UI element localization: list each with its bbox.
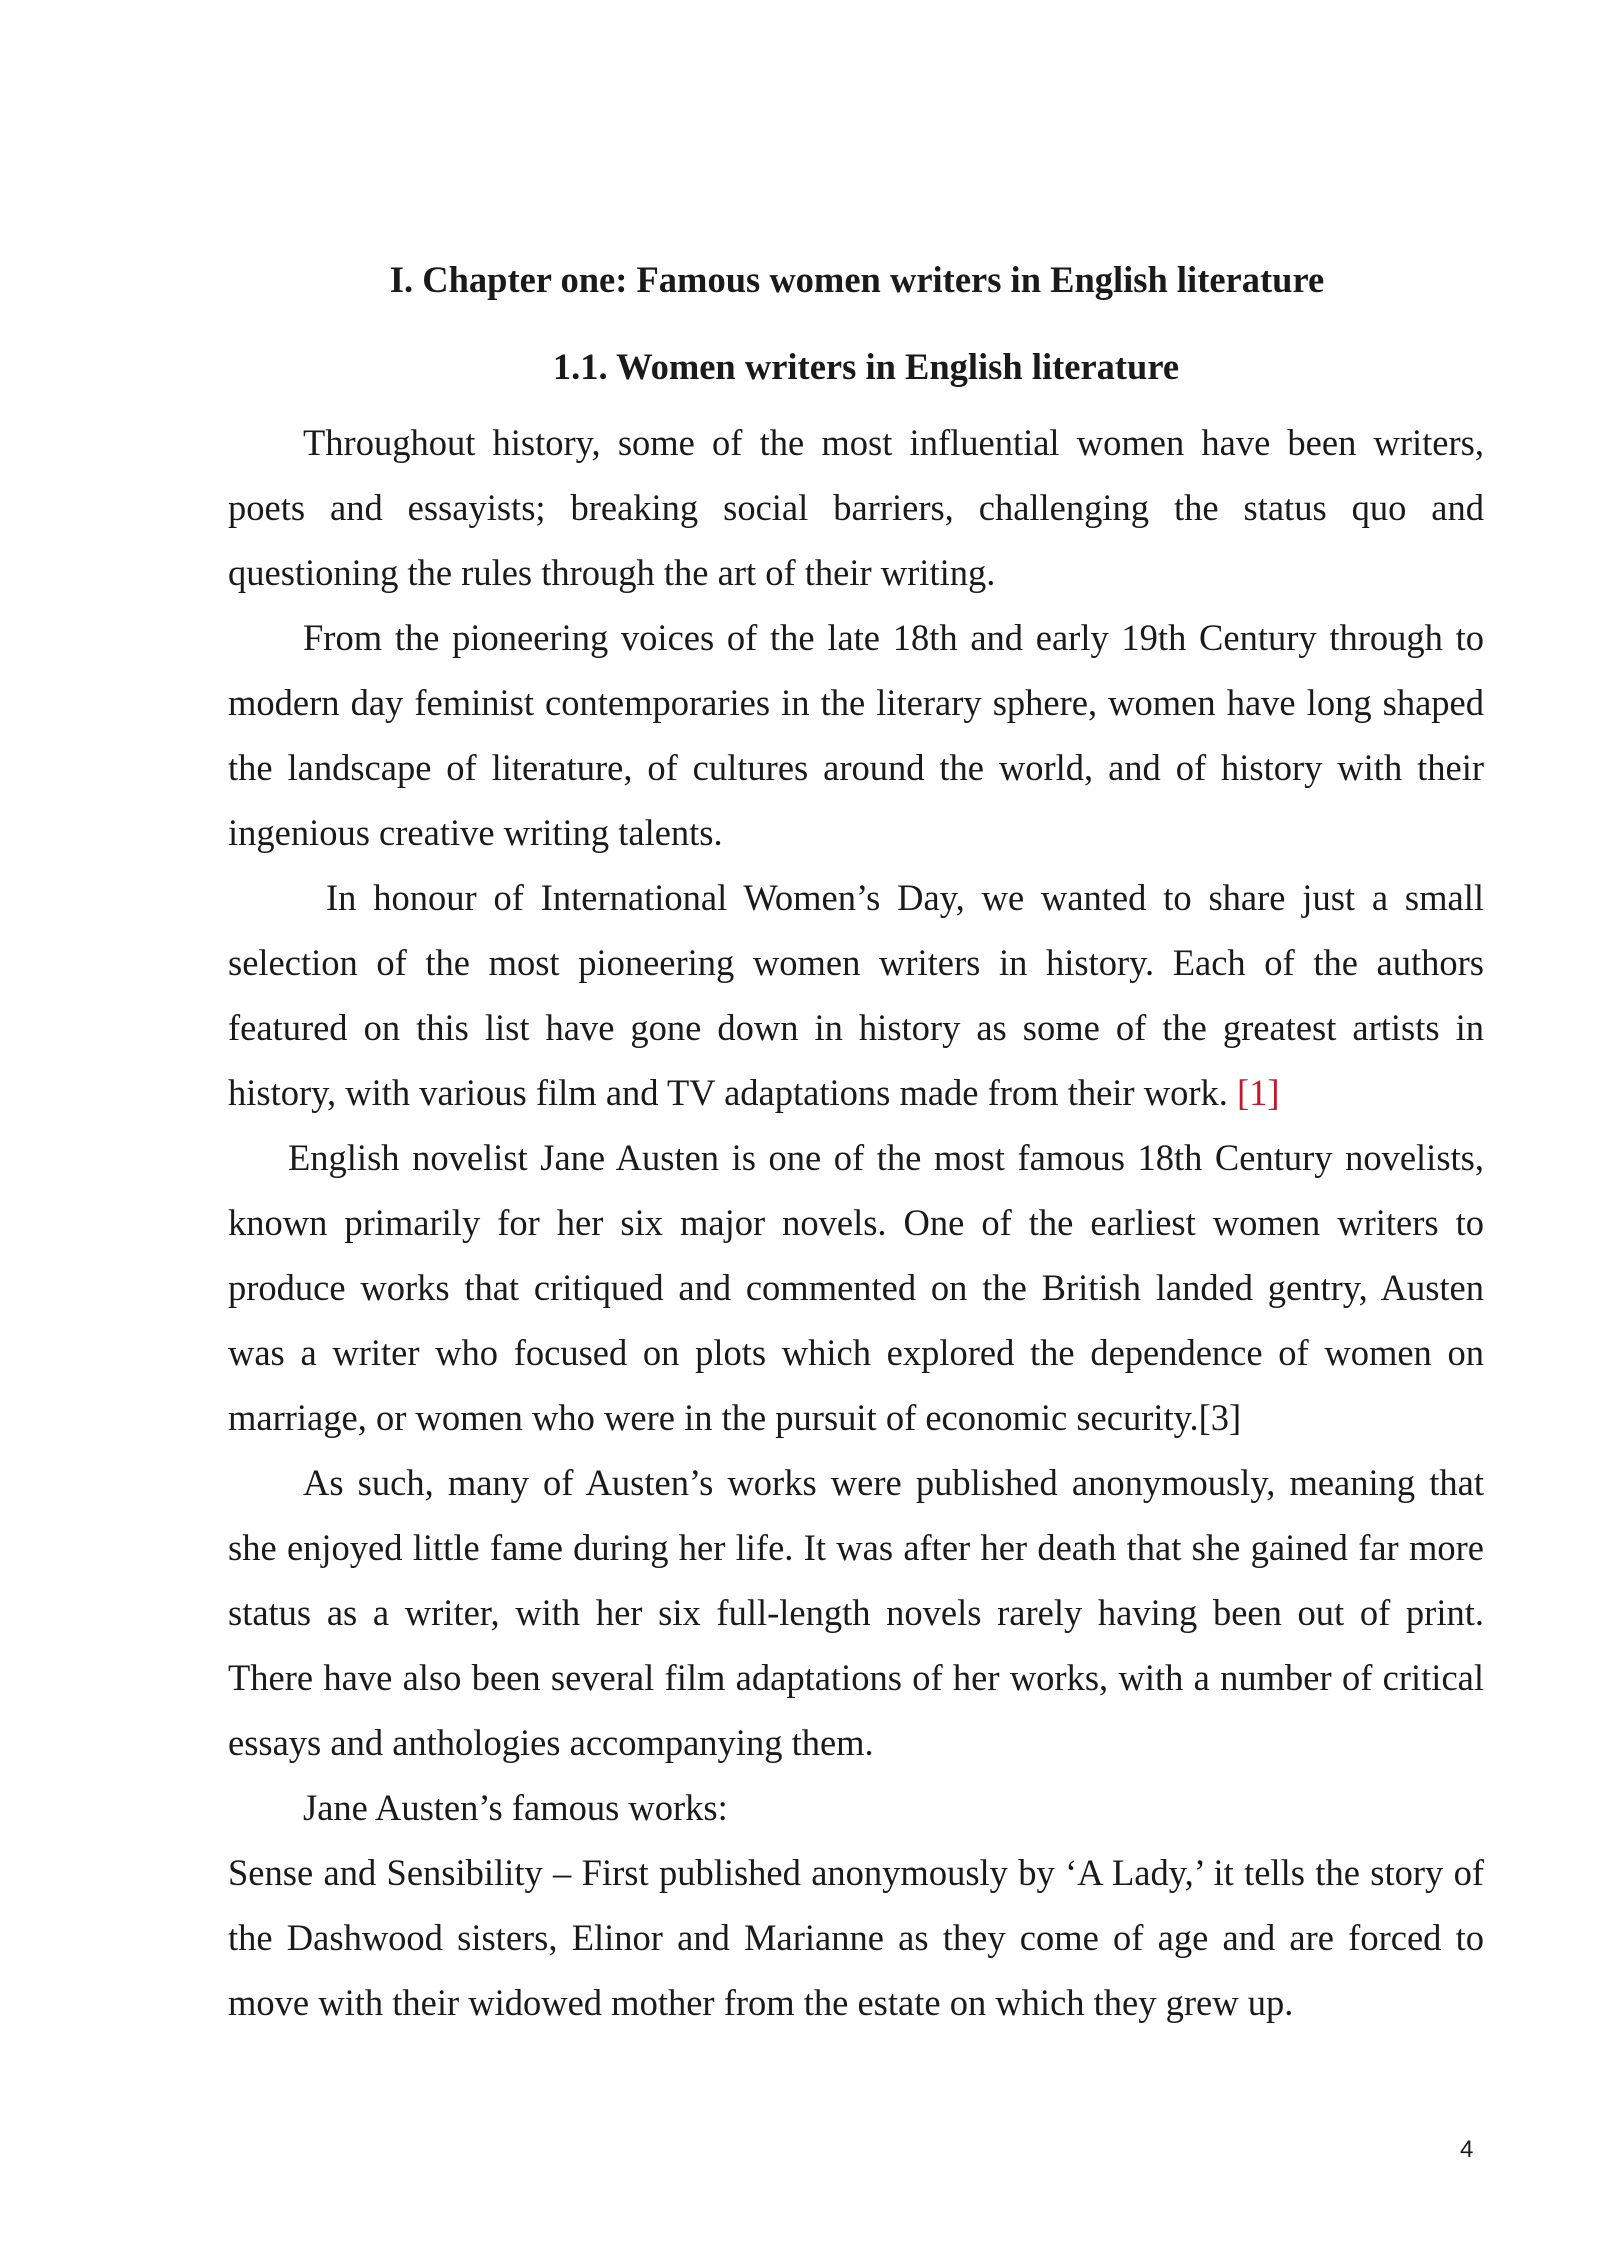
paragraph-7: Sense and Sensibility – First published anonymously by ‘A Lady,’ it tells the story of the Dashwood sisters, Elinor and Marianne as they come of age and are forced to move with their widowed mother from the estate on which they grew up. (228, 1852, 1484, 2023)
paragraph-2: From the pioneering voices of the late 18th and early 19th Century through to modern day feminist contemporaries in the literary sphere, women have long shaped the landscape of literature, of cultures around the world, and of history with their ingenious creative writing talents. (228, 617, 1484, 853)
citation-link-1[interactable]: [1] (1236, 1072, 1280, 1113)
paragraph-3-text: In honour of International Women’s Day, we wanted to share just a small selection of the most pioneering women writers in history. Each of the authors featured on this list have gone down in history as some of the greatest artists in history, with various film and TV adaptations made from their work. (228, 877, 1484, 1113)
page-number: 4 (1460, 2136, 1474, 2163)
paragraph-4: English novelist Jane Austen is one of the most famous 18th Century novelists, known primarily for her six major novels. One of the earliest women writers to produce works that critiqued and commented on the British landed gentry, Austen was a writer who focused on plots which explored the dependence of women on marriage, or women who were in the pursuit of economic security.[3] (228, 1137, 1484, 1438)
paragraph-3 (228, 865, 1484, 1125)
paragraph-6: Jane Austen’s famous works: (303, 1787, 728, 1828)
section-title: 1.1. Women writers in English literature (552, 346, 1180, 387)
chapter-title: I. Chapter one: Famous women writers in English literature (389, 259, 1325, 300)
page-content (228, 236, 1484, 2035)
paragraph-5: As such, many of Austen’s works were published anonymously, meaning that she enjoyed little fame during her life. It was after her death that she gained far more status as a writer, with her six full-length novels rarely having been out of print. There have also been several film adaptations of her works, with a number of critical essays and anthologies accompanying them. (228, 1462, 1484, 1763)
paragraph-1: Throughout history, some of the most influential women have been writers, poets and essayists; breaking social barriers, challenging the status quo and questioning the rules through the art of their writing. (228, 422, 1484, 593)
